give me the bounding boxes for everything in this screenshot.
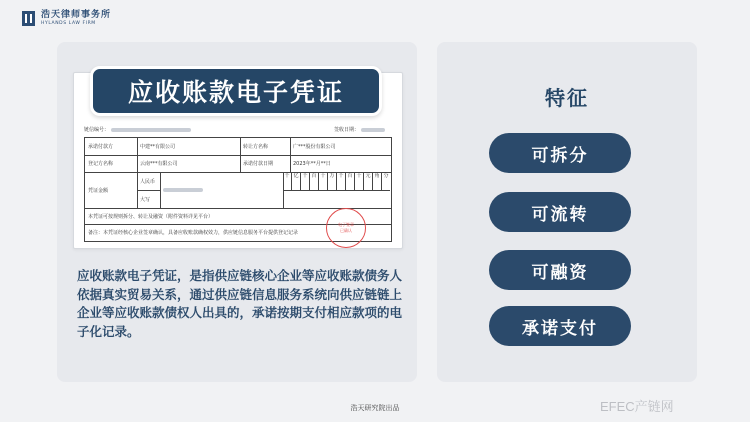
digit-header: 万 [328,172,337,190]
feature-pill-transferable: 可流转 [489,192,631,232]
note-text: 本凭证可按规则拆分、转让及融资（附件资料详见平台） [88,213,214,220]
logo-name-cn: 浩天律师事务所 [41,10,112,20]
sign-date-label: 签收日期： [334,127,360,133]
digit-header: 十 [319,172,328,190]
digit-header: 千 [283,172,292,190]
table-cell: 广***股份有限公司 [293,144,336,150]
document-card [57,42,417,382]
certificate-meta [84,126,392,134]
amount-value [160,172,284,208]
table-cell: 登记方名称 [85,155,138,172]
digit-header: 十 [355,172,364,190]
table-cell: 承诺付款方 [85,138,138,155]
amount-upper-label: 大写 [137,190,161,208]
digit-header: 百 [310,172,319,190]
digit-header: 百 [346,172,355,190]
table-cell: 2023年**月**日 [293,161,331,167]
feature-pill-splittable: 可拆分 [489,133,631,173]
footer-credit: 浩天研究院出品 [350,404,400,412]
chain-number-label: 链信编号： [84,127,110,133]
seal-stamp [326,208,366,248]
table-row [85,138,391,156]
table-cell: 承诺付款日期 [240,155,291,172]
stamp-text-2: 已确认 [340,228,352,233]
table-row-amount [85,172,391,209]
digit-header: 千 [337,172,346,190]
feature-pill-financeable: 可融资 [489,250,631,290]
table-cell: 云南***有限公司 [137,155,241,172]
watermark: EFEC产链网 [600,399,674,414]
amount-label: 凭证金额 [85,172,138,208]
certificate-title: 应收账款电子凭证 [90,66,382,116]
digit-header: 千 [301,172,310,190]
logo-name-en: HYLANDS LAW FIRM [41,21,96,26]
digit-header: 分 [383,173,389,179]
remark-text: 备注：本凭证经核心企业签章确认，具备应收账款确权效力，供应链信息服务平台提供登记记录 [88,230,299,236]
amount-currency-label: 人民币 [137,172,161,191]
table-cell: 中建**有限公司 [137,138,241,155]
definition-text: 应收账款电子凭证，是指供应链核心企业等应收账款债务人依据真实贸易关系，通过供应链信息服务系统向供应链链上企业等应收账款债权人出具的，承诺按期支付相应款项的电子化记录。 [77,268,403,339]
firm-logo [22,11,111,27]
table-row [85,155,391,173]
table-cell: 转让方名称 [240,138,291,155]
digit-header: 角 [373,172,382,190]
feature-pill-payment-commitment: 承诺支付 [489,306,631,346]
stamp-text: 电子签章 [338,222,354,227]
features-card [437,42,697,382]
digit-header: 元 [364,172,373,190]
features-title: 特征 [545,86,589,110]
logo-mark-icon [22,11,35,26]
digit-header: 亿 [292,172,301,190]
amount-digits [283,172,390,208]
